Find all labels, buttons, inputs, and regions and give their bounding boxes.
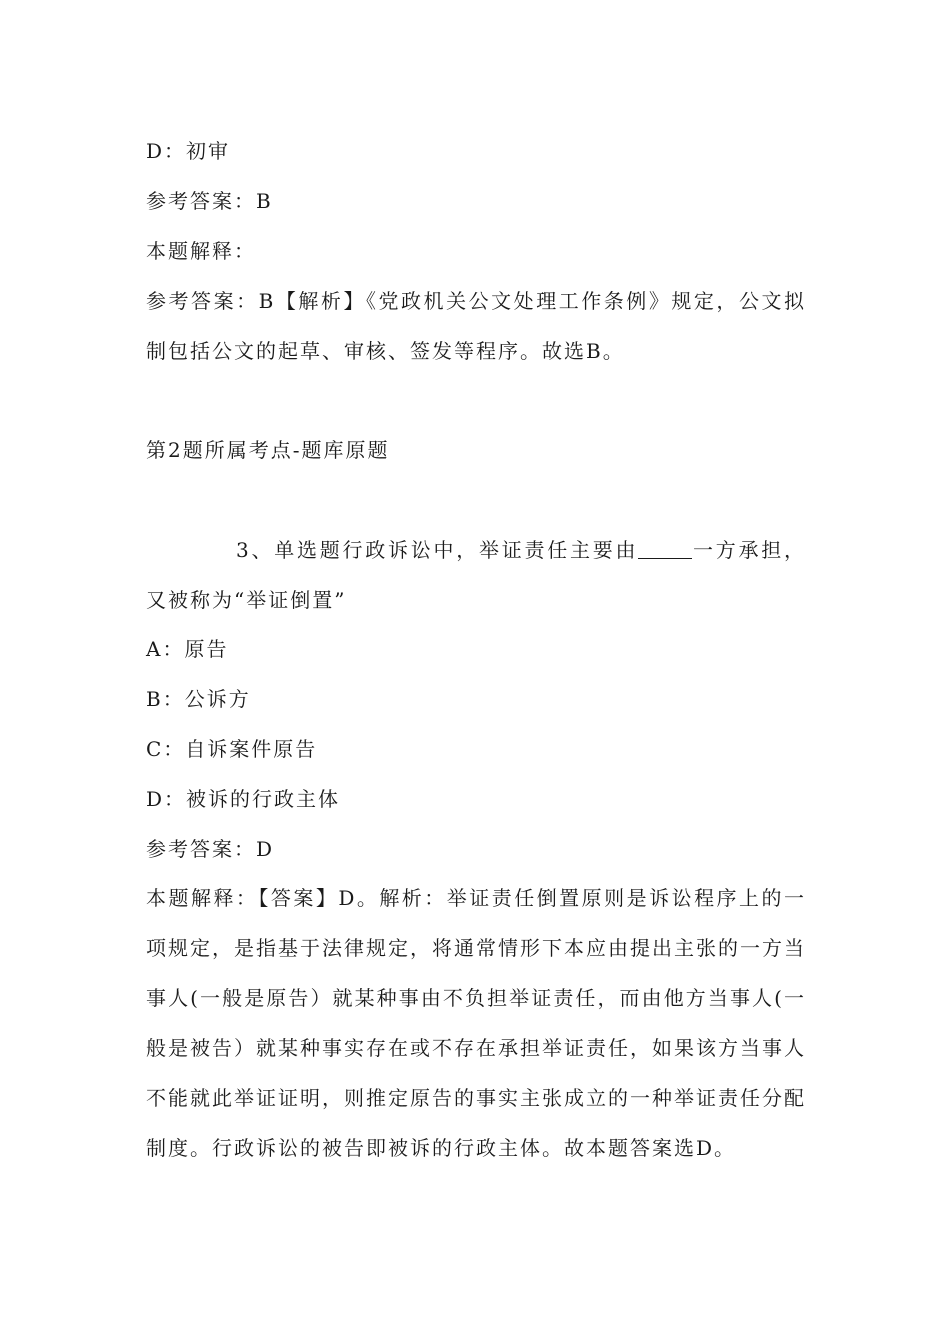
q3-stem-after: 一方承担，又被称为“举证倒置” xyxy=(146,538,807,612)
q3-option-b: B：公诉方 xyxy=(146,687,251,711)
q2-answer: 参考答案：B xyxy=(146,189,273,213)
q3-explanation: 本题解释：【答案】D。解析：举证责任倒置原则是诉讼程序上的一项规定，是指基于法律规定，将通常情形下本应由提出主张的一方当事人(一般是原告）就某种事由不负担举证责任，而由他方当事人(一般是被告）就某种事实存在或不存在承担举证责任，如果该方当事人不能就此举证证明，则推定原告的事实主张成立的一种举证责任分配制度。行政诉讼的被告即被诉的行政主体。故本题答案选D。 xyxy=(146,886,806,1160)
q3-stem-before: 3、单选题行政诉讼中，举证责任主要由 xyxy=(236,538,639,562)
q2-explanation-label: 本题解释： xyxy=(146,239,256,263)
q3-option-c: C：自诉案件原告 xyxy=(146,737,318,761)
q3-answer: 参考答案：D xyxy=(146,837,275,861)
q2-explanation: 参考答案：B【解析】《党政机关公文处理工作条例》规定，公文拟制包括公文的起草、审核、签发等程序。故选B。 xyxy=(146,289,806,363)
q3-option-a: A：原告 xyxy=(146,637,229,661)
q2-option-d: D：初审 xyxy=(146,139,231,163)
q2-topic: 第2题所属考点-题库原题 xyxy=(146,438,390,462)
q3-answer-blank xyxy=(638,538,692,559)
q3-stem xyxy=(146,525,806,625)
q3-option-d: D：被诉的行政主体 xyxy=(146,787,341,811)
